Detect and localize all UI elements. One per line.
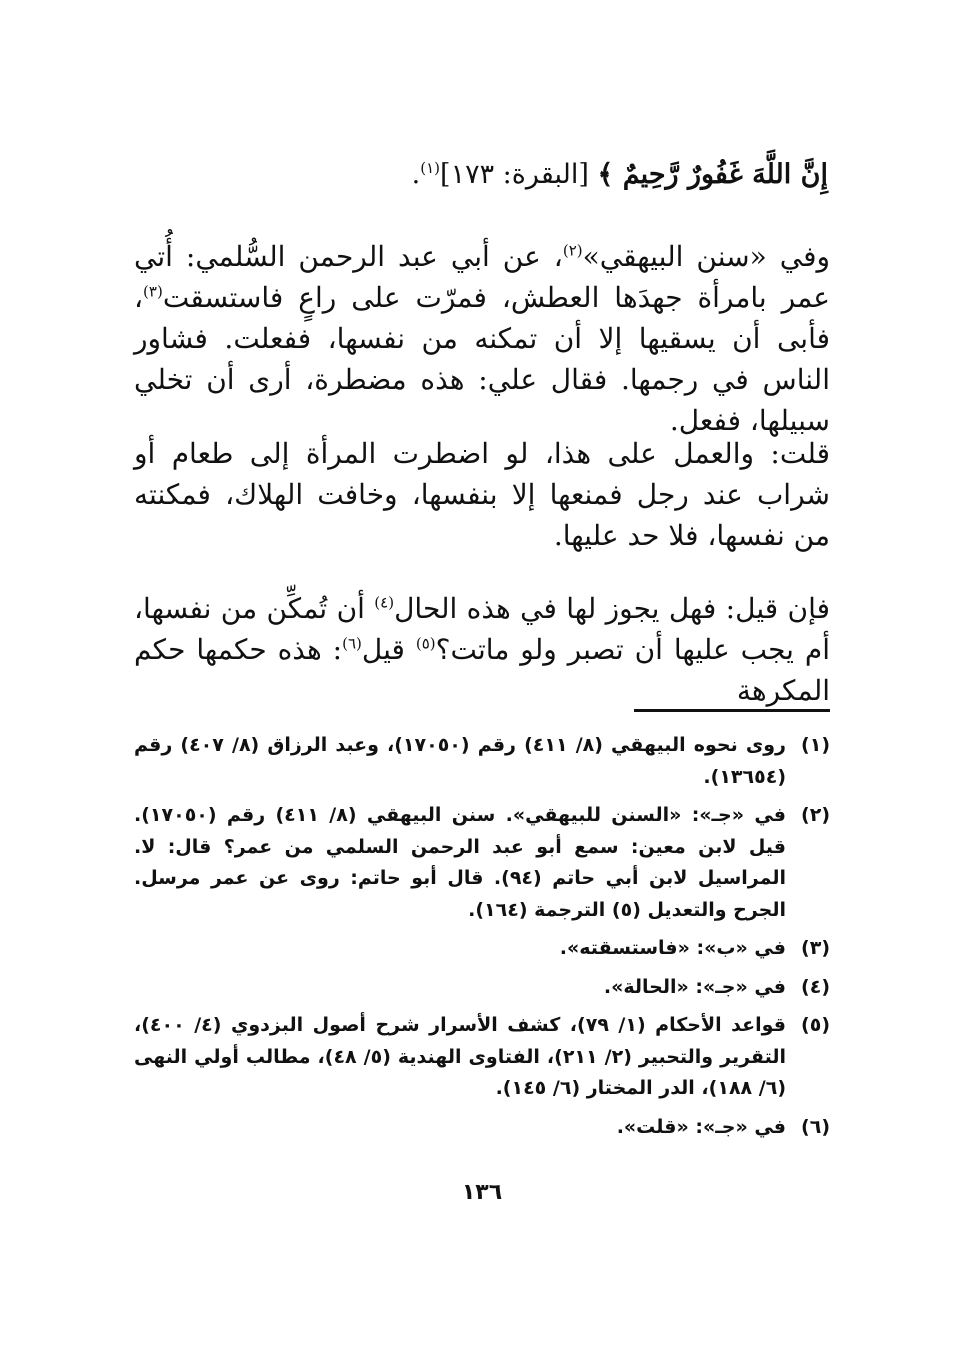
footnote-number: (٢) bbox=[801, 804, 830, 826]
footnote-item bbox=[134, 800, 830, 926]
page-number: ١٣٦ bbox=[461, 1180, 503, 1205]
paragraph-text: قيل bbox=[361, 633, 416, 666]
footnote-text: روى نحوه البيهقي (٨/ ٤١١) رقم (١٧٠٥٠)، وعبد الرزاق (٨/ ٤٠٧) رقم (١٣٦٥٤). bbox=[134, 734, 786, 788]
paragraph-text: ، فأبى أن يسقيها إلا أن تمكنه من نفسها، ففعلت. فشاور الناس في رجمها. فقال علي: هذه مضطرة، أرى أن تخلي سبيلها، ففعل. bbox=[134, 281, 830, 437]
paragraph-text: فإن قيل: فهل يجوز لها في هذه الحال bbox=[394, 592, 830, 625]
footnote-item bbox=[134, 730, 830, 793]
paragraph-text: قلت: والعمل على هذا، لو اضطرت المرأة إلى طعام أو شراب عند رجل فمنعها إلا بنفسها، وخافت الهلاك، فمكنته من نفسها، فلا حد عليها. bbox=[134, 437, 830, 552]
footnote-separator bbox=[634, 709, 830, 712]
footnote-item bbox=[134, 1010, 830, 1105]
paragraph-bayhaqi bbox=[134, 236, 830, 441]
footnote-number: (٥) bbox=[801, 1014, 830, 1036]
paragraph-text: وفي «سنن البيهقي» bbox=[582, 240, 830, 273]
footnote-number: (٤) bbox=[801, 975, 830, 998]
footnote-marker: (٣) bbox=[143, 282, 163, 301]
footnote-item bbox=[134, 1112, 830, 1144]
footnotes bbox=[134, 730, 830, 1150]
paragraph-text: أن تُمكِّن من نفسها، أم يجب عليها أن تصبر ولو ماتت؟ bbox=[134, 592, 830, 666]
footnote-text: قواعد الأحكام (١/ ٧٩)، كشف الأسرار شرح أصول البزدوي (٤/ ٤٠٠)، التقرير والتحبير (٢/ ٢١١)، الفتاوى الهندية (٥/ ٤٨)، مطالب أولي النهى (٦/ ١٨٨)، الدر المختار (٦/ ١٤٥). bbox=[134, 1014, 786, 1099]
verse-reference: [البقرة: ١٧٣] bbox=[440, 159, 589, 190]
footnote-text: في «ب»: «فاستسقته». bbox=[559, 937, 786, 959]
verse-end: . bbox=[411, 159, 421, 190]
footnote-text: في «جـ»: «السنن للبيهقي». سنن البيهقي (٨/ ٤١١) رقم (١٧٠٥٠). قيل لابن معين: سمع أبو عبد الرحمن السلمي من عمر؟ قال: لا. المراسيل لابن أبي حاتم (٩٤). قال أبو حاتم: روى عن عمر مرسل. الجرح والتعديل (٥) الترجمة (١٦٤). bbox=[134, 804, 787, 921]
paragraph-qultu bbox=[134, 433, 830, 556]
footnote-text: في «جـ»: «قلت». bbox=[616, 1115, 786, 1138]
footnote-number: (٦) bbox=[801, 1115, 830, 1138]
footnote-text: في «جـ»: «الحالة». bbox=[603, 975, 786, 998]
footnote-number: (٣) bbox=[801, 937, 830, 959]
paragraph-text: : هذه حكمها حكم المكرهة bbox=[134, 633, 830, 707]
footnote-item bbox=[134, 972, 830, 1004]
footnote-marker: (٤) bbox=[374, 593, 395, 612]
footnote-marker: (١) bbox=[420, 159, 441, 177]
footnote-marker: (٥) bbox=[415, 634, 436, 653]
footnote-marker: (٢) bbox=[562, 241, 583, 260]
paragraph-text: ، عن أبي عبد الرحمن السُّلمي: أُتي عمر بامرأة جهدَها العطش، فمرّت على راعٍ فاستسقت bbox=[134, 240, 830, 314]
footnote-number: (١) bbox=[801, 734, 830, 756]
footnote-item bbox=[134, 933, 830, 965]
quran-verse-text: إِنَّ اللَّهَ غَفُورٌ رَّحِيمٌ ﴾ bbox=[597, 159, 828, 190]
quran-verse-line bbox=[412, 155, 828, 195]
footnote-marker: (٦) bbox=[342, 634, 362, 653]
paragraph-question bbox=[134, 588, 830, 711]
